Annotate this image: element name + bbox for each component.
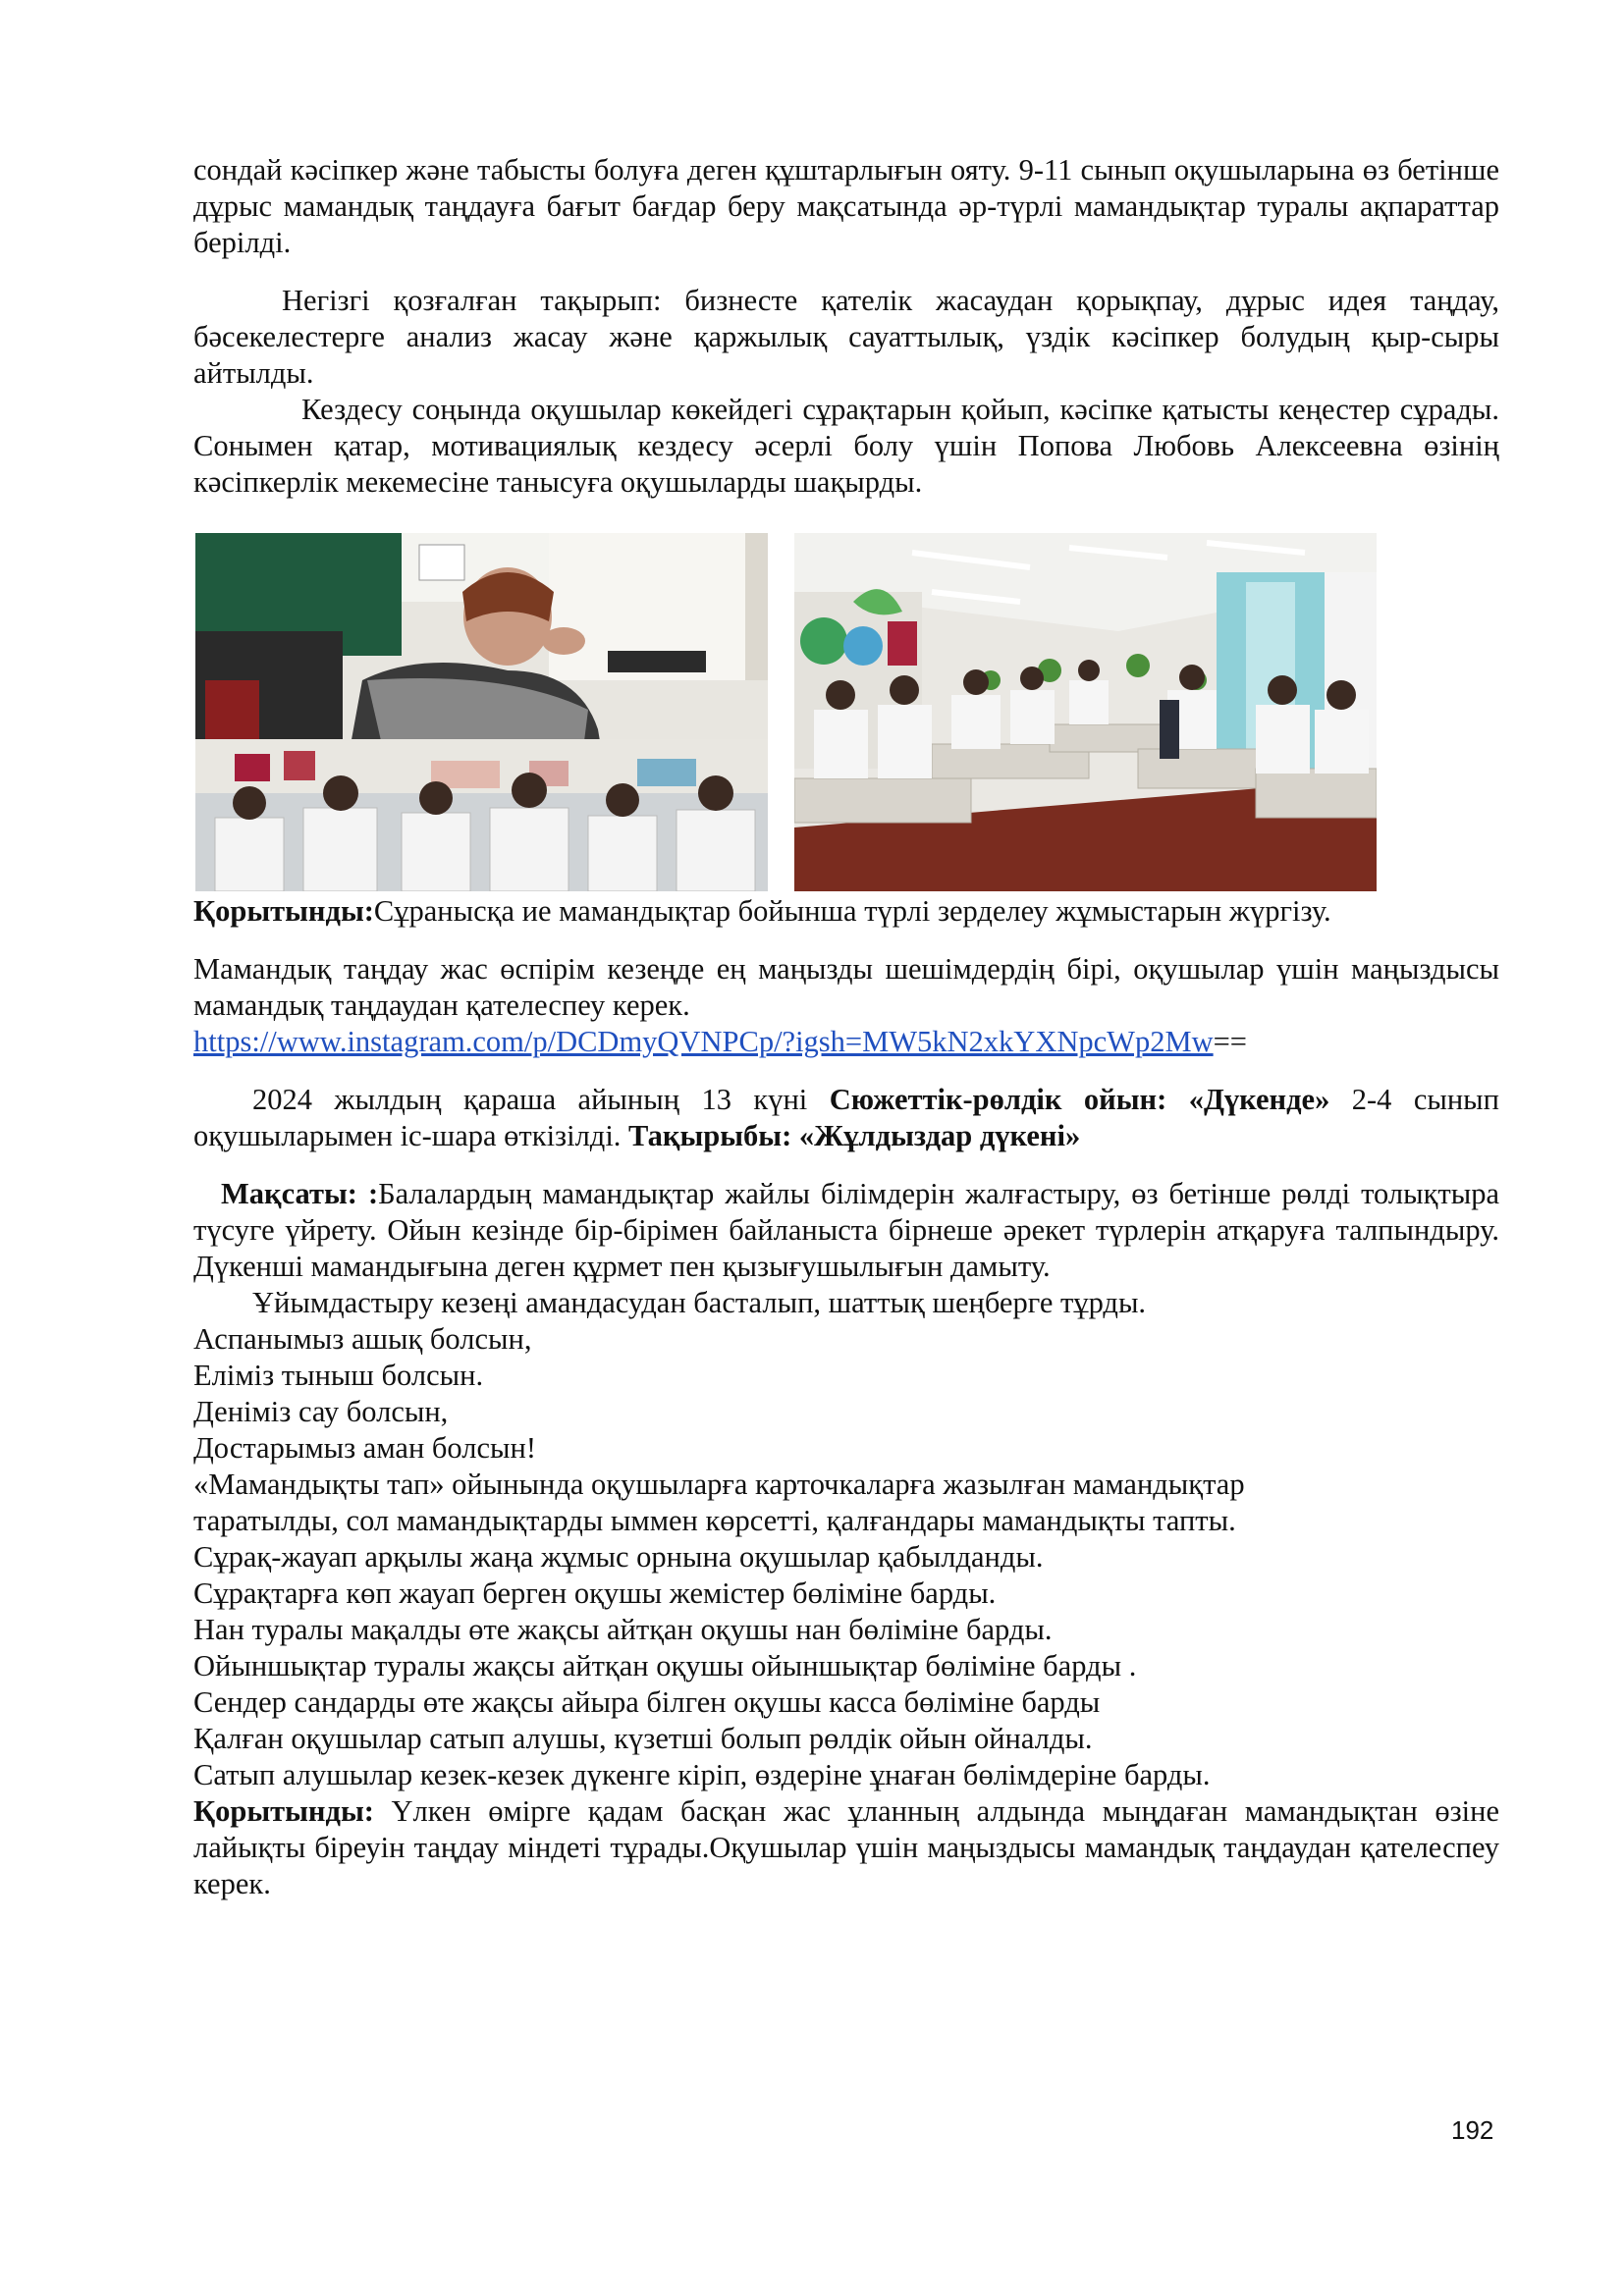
line-4: Достарымыз аман болсын! xyxy=(193,1431,537,1465)
event-title: Сюжеттік-рөлдік ойын: «Дүкенде» xyxy=(829,1083,1330,1116)
photo-classroom xyxy=(794,533,1377,891)
event-date: 2024 жылдың қараша айының 13 күні xyxy=(252,1083,830,1116)
paragraph-meeting-end: Кездесу соңында оқушылар көкейдегі сұрақтарын қойып, кәсіпке қатысты кеңестер сұрады. Сонымен қатар, мотивациялық кездесу әсерлі болу үшін Попова Любовь Алексеевна өзінің кәсіпкерлік мекемесіне танысуға оқушыларды шақырды. xyxy=(193,393,1499,499)
line-11: Сендер сандарды өте жақсы айыра білген оқушы касса бөліміне барды xyxy=(193,1685,1101,1719)
event-topic: Тақырыбы: «Жұлдыздар дүкені» xyxy=(628,1119,1081,1152)
photo-row xyxy=(193,533,1499,891)
line-10: Ойыншықтар туралы жақсы айтқан оқушы ойыншықтар бөліміне барды . xyxy=(193,1649,1137,1682)
paragraph-main-topic: Негізгі қозғалған тақырып: бизнесте қателік жасаудан қорықпау, дұрыс идея таңдау, бәсекелестерге анализ жасау және қаржылық сауаттылық, үздік кәсіпкер болудың қыр-сыры айтылды. xyxy=(193,284,1499,390)
line-2: Еліміз тыныш болсын. xyxy=(193,1359,484,1392)
paragraph-organization: Ұйымдастыру кезеңі амандасудан басталып, шаттық шеңберге тұрды. xyxy=(252,1286,1147,1319)
line-6: таратылды, сол мамандықтарды ыммен көрсетті, қалғандары мамандықты тапты. xyxy=(193,1504,1236,1537)
conclusion-2-label: Қорытынды: xyxy=(193,1794,374,1828)
instagram-link[interactable]: https://www.instagram.com/p/DCDmyQVNPCp/?igsh=MW5kN2xkYXNpcWp2Mw xyxy=(193,1025,1214,1058)
line-7: Сұрақ-жауап арқылы жаңа жұмыс орнына оқушылар қабылданды. xyxy=(193,1540,1044,1574)
conclusion-1-label: Қорытынды: xyxy=(193,894,374,928)
line-3: Деніміз сау болсын, xyxy=(193,1395,449,1428)
paragraph-event xyxy=(193,1082,1499,1154)
paragraph-goal xyxy=(193,1176,1499,1285)
paragraph-intro: сондай кәсіпкер және табысты болуға деген құштарлығын ояту. 9-11 сынып оқушыларына өз бетінше дұрыс мамандық таңдауға бағыт бағдар беру мақсатында әр-түрлі мамандықтар туралы ақпараттар берілді. xyxy=(193,153,1499,259)
conclusion-1 xyxy=(193,893,1499,930)
instagram-link-line xyxy=(193,1024,1499,1060)
event-desc: 2-4 сынып оқушыларымен іс-шара өткізілді. xyxy=(193,1083,1499,1152)
paragraph-career-choice: Мамандық таңдау жас өспірім кезеңде ең маңызды шешімдердің бірі, оқушылар үшін маңыздысы мамандық таңдаудан қателеспеу керек. xyxy=(193,952,1499,1022)
conclusion-1-text: Сұранысқа ие мамандықтар бойынша түрлі зерделеу жұмыстарын жүргізу. xyxy=(373,894,1331,928)
document-page xyxy=(193,152,1499,1902)
photo-teacher-collage xyxy=(195,533,768,891)
line-1: Аспанымыз ашық болсын, xyxy=(193,1322,532,1356)
conclusion-2-text: Үлкен өмірге қадам басқан жас ұланның алдында мыңдаған мамандықтан өзіне лайықты біреуін таңдау міндеті тұрады.Оқушылар үшін маңыздысы мамандық таңдаудан қателеспеу керек. xyxy=(193,1794,1499,1900)
page-number: 192 xyxy=(1451,2115,1494,2145)
link-suffix: == xyxy=(1213,1025,1248,1058)
line-8: Сұрақтарға көп жауап берген оқушы жемістер бөліміне барды. xyxy=(193,1576,997,1610)
conclusion-2 xyxy=(193,1793,1499,1902)
line-13: Сатып алушылар кезек-кезек дүкенге кіріп, өздеріне ұнаған бөлімдеріне барды. xyxy=(193,1758,1211,1791)
goal-label: Мақсаты: : xyxy=(221,1177,379,1210)
goal-text: Балалардың мамандықтар жайлы білімдерін жалғастыру, өз бетінше рөлді толықтыра түсуге үйрету. Ойын кезінде бір-бірімен байланыста бірнеше әрекет түрлерін атқаруға талпындыру. Дүкенші мамандығына деген құрмет пен қызығушылығын дамыту. xyxy=(193,1177,1499,1283)
line-5: «Мамандықты тап» ойынында оқушыларға карточкаларға жазылған мамандықтар xyxy=(193,1468,1245,1501)
line-12: Қалған оқушылар сатып алушы, күзетші болып рөлдік ойын ойналды. xyxy=(193,1722,1093,1755)
line-9: Нан туралы мақалды өте жақсы айтқан оқушы нан бөліміне барды. xyxy=(193,1613,1053,1646)
